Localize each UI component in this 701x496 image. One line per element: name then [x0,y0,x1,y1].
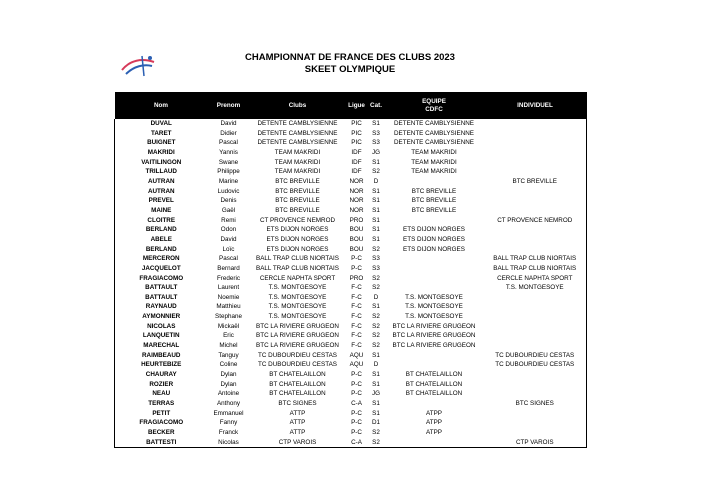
cell-cat: S1 [372,235,380,243]
cell-nom: PREVEL [148,197,174,205]
cell-cat: D [373,361,379,369]
cell-club: BTC BREVILLE [275,187,320,195]
cell-individuel: BTC SIGNES [515,400,554,408]
cell-equipe [385,360,484,370]
table-row [115,399,587,409]
table-row [115,167,587,177]
cell-equipe [385,274,484,284]
cell-nom: ABELE [150,235,172,243]
table-row [115,148,587,158]
cell-nom: BUIGNET [147,139,176,147]
cell-equipe: T.S. MONTGESOYE [405,313,463,321]
table-row [115,216,587,226]
cell-individuel [484,206,587,216]
table-row [115,264,587,274]
cell-ligue: P-C [351,380,362,388]
table-row [115,302,587,312]
table-row [115,158,587,168]
cell-prenom: Yannis [219,148,238,156]
cell-ligue: F-C [351,303,362,311]
cell-individuel: CTP VAROIS [515,438,554,446]
cell-equipe: T.S. MONTGESOYE [405,303,463,311]
cell-ligue: F-C [351,284,362,292]
cell-club: DETENTE CAMBLYSIENNE [257,129,338,137]
cell-cat: D1 [371,419,381,427]
cell-individuel [484,418,587,428]
cell-ligue: PIC [351,129,362,137]
header-nom: Nom [154,101,168,109]
cell-cat: S2 [372,168,380,176]
title-line-1: CHAMPIONNAT DE FRANCE DES CLUBS 2023 [245,52,455,63]
cell-ligue: PRO [349,274,364,282]
cell-equipe: BT CHATELAILLON [405,371,463,379]
cell-club: DETENTE CAMBLYSIENNE [257,139,338,147]
cell-club: TEAM MAKRIDI [274,158,321,166]
cell-individuel [484,312,587,322]
cell-club: T.S. MONTGESOYE [268,284,327,292]
cell-ligue: F-C [351,332,362,340]
cell-nom: BATTAULT [145,284,178,292]
cell-individuel [484,119,587,129]
results-table [114,92,587,448]
cell-nom: BATTESTI [146,438,177,446]
cell-individuel: BALL TRAP CLUB NIORTAIS [493,255,577,263]
cell-equipe [385,254,484,264]
cell-equipe: ATPP [426,429,442,436]
cell-nom: BERLAND [145,245,177,253]
cell-prenom: Emmanuel [213,409,244,417]
cell-individuel [484,302,587,312]
cell-club: DETENTE CAMBLYSIENNE [257,120,338,127]
table-row [115,380,587,390]
cell-cat: S2 [372,332,380,340]
cell-club: BTC BREVILLE [275,197,320,205]
cell-cat: S1 [372,158,380,166]
cell-equipe: BTC LA RIVIERE GRUGEON [392,342,476,350]
cell-ligue: P-C [351,429,362,436]
cell-individuel [484,428,587,438]
cell-cat: JG [371,390,381,398]
cell-ligue: PIC [351,139,362,147]
cell-nom: LANQUETIN [142,332,180,340]
cell-nom: AUTRAN [147,187,175,195]
cell-prenom: Pascal [219,255,238,263]
table-row [115,129,587,139]
table-row [115,341,587,351]
cell-individuel [484,293,587,303]
cell-ligue: F-C [351,293,362,301]
cell-cat: S1 [372,216,380,224]
title-line-2: SKEET OLYMPIQUE [304,64,396,75]
cell-prenom: Didier [220,129,237,137]
cell-individuel [484,148,587,158]
cell-individuel [484,158,587,168]
cell-cat: S1 [372,380,380,388]
cell-cat: S1 [372,187,380,195]
cell-equipe [385,438,484,448]
cell-prenom: Dylan [220,371,237,379]
cell-prenom: Swane [218,158,239,166]
cell-equipe: ETS DIJON NORGES [403,235,465,243]
cell-nom: ROZIER [149,380,174,388]
cell-nom: BATTAULT [145,293,178,301]
cell-club: BTC LA RIVIERE GRUGEON [256,332,339,340]
table-row [115,206,587,216]
cell-cat: S2 [372,284,380,292]
cell-cat: S1 [372,303,380,311]
cell-prenom: Denis [220,197,237,205]
cell-ligue: NOR [349,206,364,214]
cell-ligue: F-C [351,342,362,350]
cell-ligue: C-A [351,400,362,408]
table-row [115,177,587,187]
cell-prenom: Tanguy [218,351,239,359]
cell-ligue: F-C [351,313,362,321]
cell-cat: S1 [372,409,380,417]
table-row [115,370,587,380]
cell-prenom: Pascal [219,139,238,147]
cell-individuel [484,409,587,419]
cell-nom: TARET [150,129,172,137]
cell-equipe: DETENTE CAMBLYSIENNE [393,139,474,147]
table-header-row [115,92,587,119]
table-row [115,409,587,419]
header-equipe [385,92,484,119]
cell-club: BALL TRAP CLUB NIORTAIS [256,264,339,272]
cell-individuel [484,322,587,332]
cell-cat: S3 [372,139,380,147]
cell-nom: NEAU [152,390,171,398]
table-row [115,428,587,438]
cell-nom: FRAGIACOMO [139,419,184,427]
cell-club: TC DUBOURDIEU CESTAS [258,361,337,369]
cell-nom: RAYNAUD [145,303,177,311]
cell-equipe: BTC LA RIVIERE GRUGEON [392,322,476,330]
cell-equipe: BT CHATELAILLON [405,380,463,388]
cell-cat: S3 [372,129,380,137]
cell-ligue: BOU [349,226,364,234]
cell-nom: HEURTEBIZE [141,361,182,369]
cell-individuel: TC DUBOURDIEU CESTAS [495,361,575,369]
cell-cat: S1 [372,206,380,214]
cell-prenom: Odon [220,226,237,234]
cell-ligue: PIC [351,120,362,127]
cell-individuel [484,370,587,380]
cell-prenom: Anthony [216,400,241,408]
cell-prenom: Stephane [215,313,242,321]
cell-individuel: CERCLE NAPHTA SPORT [497,274,573,282]
table-row [115,418,587,428]
cell-nom: CHAURAY [145,371,177,379]
cell-club: BTC SIGNES [278,400,317,408]
table-row [115,138,587,148]
cell-equipe: TEAM MAKRIDI [411,148,457,156]
cell-prenom: Laurent [217,284,240,292]
cell-equipe [385,351,484,361]
cell-prenom: David [220,235,237,243]
cell-ligue: F-C [351,322,362,330]
cell-cat: S3 [372,255,380,263]
cell-equipe: BTC BREVILLE [411,197,457,205]
cell-individuel: TC DUBOURDIEU CESTAS [495,351,575,359]
header-cat: Cat. [370,101,382,109]
cell-individuel [484,341,587,351]
cell-individuel [484,331,587,341]
cell-club: BTC BREVILLE [275,177,320,185]
cell-club: T.S. MONTGESOYE [268,293,327,301]
cell-prenom: Noemie [217,293,240,301]
cell-prenom: Ludovic [217,187,240,195]
cell-club: CT PROVENCE NEMROD [259,216,336,224]
cell-equipe: BTC BREVILLE [411,206,457,214]
cell-cat: D [373,293,379,301]
table-row [115,312,587,322]
cell-ligue: C-A [351,438,362,446]
cell-ligue: P-C [351,419,362,427]
cell-cat: JG [371,148,381,156]
table-row [115,274,587,284]
cell-club: CERCLE NAPHTA SPORT [259,274,336,282]
cell-ligue: IDF [351,148,362,156]
cell-cat: S1 [372,226,380,234]
cell-equipe: DETENTE CAMBLYSIENNE [393,129,474,137]
cell-ligue: P-C [351,371,362,379]
cell-club: TEAM MAKRIDI [274,148,321,156]
cell-nom: MARECHAL [143,342,180,350]
table-row [115,196,587,206]
cell-equipe [385,177,484,187]
cell-prenom: Marine [218,177,239,185]
header-equipe-line1: EQUIPE [422,97,446,105]
cell-individuel [484,187,587,197]
cell-nom: NICOLAS [147,322,176,330]
cell-club: ATTP [289,409,306,417]
cell-prenom: Antoine [217,390,240,398]
cell-club: ATTP [289,429,306,436]
cell-prenom: Eric [223,332,234,340]
cell-prenom: Nicolas [218,438,239,446]
cell-individuel [484,129,587,139]
cell-prenom: Loïc [222,245,235,253]
cell-cat: S1 [372,351,380,359]
cell-equipe: ETS DIJON NORGES [403,226,465,234]
cell-individuel: CT PROVENCE NEMROD [497,216,573,224]
cell-individuel [484,167,587,177]
cell-cat: S2 [372,245,380,253]
cell-nom: AYMONNIER [142,313,181,321]
cell-ligue: NOR [349,177,364,185]
cell-prenom: Coline [219,361,238,369]
cell-prenom: Matthieu [216,303,241,311]
cell-cat: S1 [372,371,380,379]
cell-nom: TERRAS [148,400,175,408]
cell-nom: RAIMBEAUD [142,351,181,359]
table-row [115,235,587,245]
table-row [115,293,587,303]
cell-equipe: TEAM MAKRIDI [411,158,457,166]
cell-club: TEAM MAKRIDI [274,168,321,176]
cell-club: BT CHATELAILLON [269,390,326,398]
cell-cat: S2 [372,429,380,436]
cell-ligue: P-C [351,409,362,417]
table-row [115,438,587,448]
cell-individuel [484,245,587,255]
cell-club: BTC LA RIVIERE GRUGEON [256,342,339,350]
table-row [115,254,587,264]
cell-club: BTC BREVILLE [275,206,320,214]
cell-equipe [385,283,484,293]
header-equipe-line2: CDFC [425,105,443,113]
cell-nom: PETIT [152,409,171,417]
cell-equipe: DETENTE CAMBLYSIENNE [393,120,474,127]
cell-nom: BECKER [147,429,175,436]
cell-cat: S2 [372,274,380,282]
cell-individuel [484,389,587,399]
cell-nom: VAITILINGON [141,158,182,166]
table-row [115,331,587,341]
cell-nom: MAKRIDI [147,148,175,156]
cell-nom: BERLAND [145,226,177,234]
cell-cat: S3 [372,264,380,272]
table-row [115,283,587,293]
cell-cat: S2 [372,313,380,321]
table-row [115,187,587,197]
cell-cat: D [373,177,379,185]
cell-individuel: T.S. MONTGESOYE [505,284,564,292]
cell-nom: CLOITRE [147,216,176,224]
cell-ligue: NOR [349,187,364,195]
cell-nom: DUVAL [150,120,172,127]
table-row [115,119,587,129]
cell-club: BALL TRAP CLUB NIORTAIS [256,255,339,263]
header-prenom: Prenom [216,101,241,109]
cell-prenom: Dylan [220,380,237,388]
table-row [115,360,587,370]
cell-ligue: P-C [351,390,362,398]
cell-prenom: Fanny [219,419,238,427]
cell-cat: S1 [372,400,380,408]
cell-nom: JACQUELOT [141,264,181,272]
table-row [115,245,587,255]
federation-logo-icon [120,50,156,82]
cell-ligue: AQU [349,351,364,359]
cell-individuel [484,235,587,245]
cell-prenom: Franck [218,429,239,436]
cell-equipe: BTC LA RIVIERE GRUGEON [392,332,476,340]
cell-individuel: BALL TRAP CLUB NIORTAIS [493,264,577,272]
cell-nom: FRAGIACOMO [139,274,184,282]
document-title [180,52,520,76]
table-row [115,322,587,332]
cell-equipe [385,216,484,226]
cell-cat: S2 [372,322,380,330]
cell-nom: MAINE [151,206,172,214]
cell-cat: S2 [372,438,380,446]
cell-ligue: P-C [351,264,362,272]
cell-individuel [484,196,587,206]
cell-equipe: TEAM MAKRIDI [411,168,457,176]
header-individuel: INDIVIDUEL [517,101,553,109]
cell-prenom: Gaël [221,206,236,214]
cell-club: T.S. MONTGESOYE [268,313,327,321]
cell-club: BT CHATELAILLON [269,371,326,379]
cell-equipe: ATPP [426,419,442,427]
cell-prenom: Philippe [217,168,240,176]
cell-cat: S2 [372,342,380,350]
cell-club: ETS DIJON NORGES [266,235,329,243]
cell-club: T.S. MONTGESOYE [268,303,327,311]
cell-prenom: Remi [221,216,236,224]
cell-cat: S1 [372,197,380,205]
cell-prenom: Michel [219,342,238,350]
cell-club: BTC LA RIVIERE GRUGEON [256,322,339,330]
cell-club: CTP VAROIS [278,438,317,446]
cell-prenom: David [220,120,237,127]
cell-equipe: BT CHATELAILLON [405,390,463,398]
cell-individuel [484,225,587,235]
cell-nom: AUTRAN [147,177,175,185]
cell-individuel: BTC BREVILLE [512,177,557,185]
table-row [115,389,587,399]
cell-prenom: Mickaël [217,322,240,330]
cell-ligue: NOR [349,197,364,205]
table-row [115,351,587,361]
cell-equipe: ATPP [426,409,442,417]
cell-cat: S1 [372,120,380,127]
cell-ligue: BOU [349,235,364,243]
header-clubs: Clubs [288,101,307,109]
cell-club: ATTP [289,419,306,427]
cell-nom: MERCERON [142,255,180,263]
cell-prenom: Bernard [217,264,240,272]
cell-prenom: Frederic [216,274,241,282]
cell-individuel [484,138,587,148]
cell-ligue: AQU [349,361,364,369]
cell-ligue: PRO [349,216,364,224]
cell-club: TC DUBOURDIEU CESTAS [258,351,337,359]
cell-ligue: BOU [349,245,364,253]
cell-equipe: ETS DIJON NORGES [403,245,465,253]
cell-equipe: T.S. MONTGESOYE [405,293,463,301]
cell-club: ETS DIJON NORGES [266,245,329,253]
cell-ligue: IDF [351,168,362,176]
header-ligue: Ligue [348,101,365,109]
cell-equipe [385,399,484,409]
cell-club: BT CHATELAILLON [269,380,326,388]
cell-equipe: BTC BREVILLE [411,187,457,195]
cell-individuel [484,380,587,390]
cell-nom: TRILLAUD [145,168,177,176]
table-row [115,225,587,235]
cell-ligue: IDF [351,158,362,166]
cell-club: ETS DIJON NORGES [266,226,329,234]
cell-ligue: P-C [351,255,362,263]
cell-equipe [385,264,484,274]
